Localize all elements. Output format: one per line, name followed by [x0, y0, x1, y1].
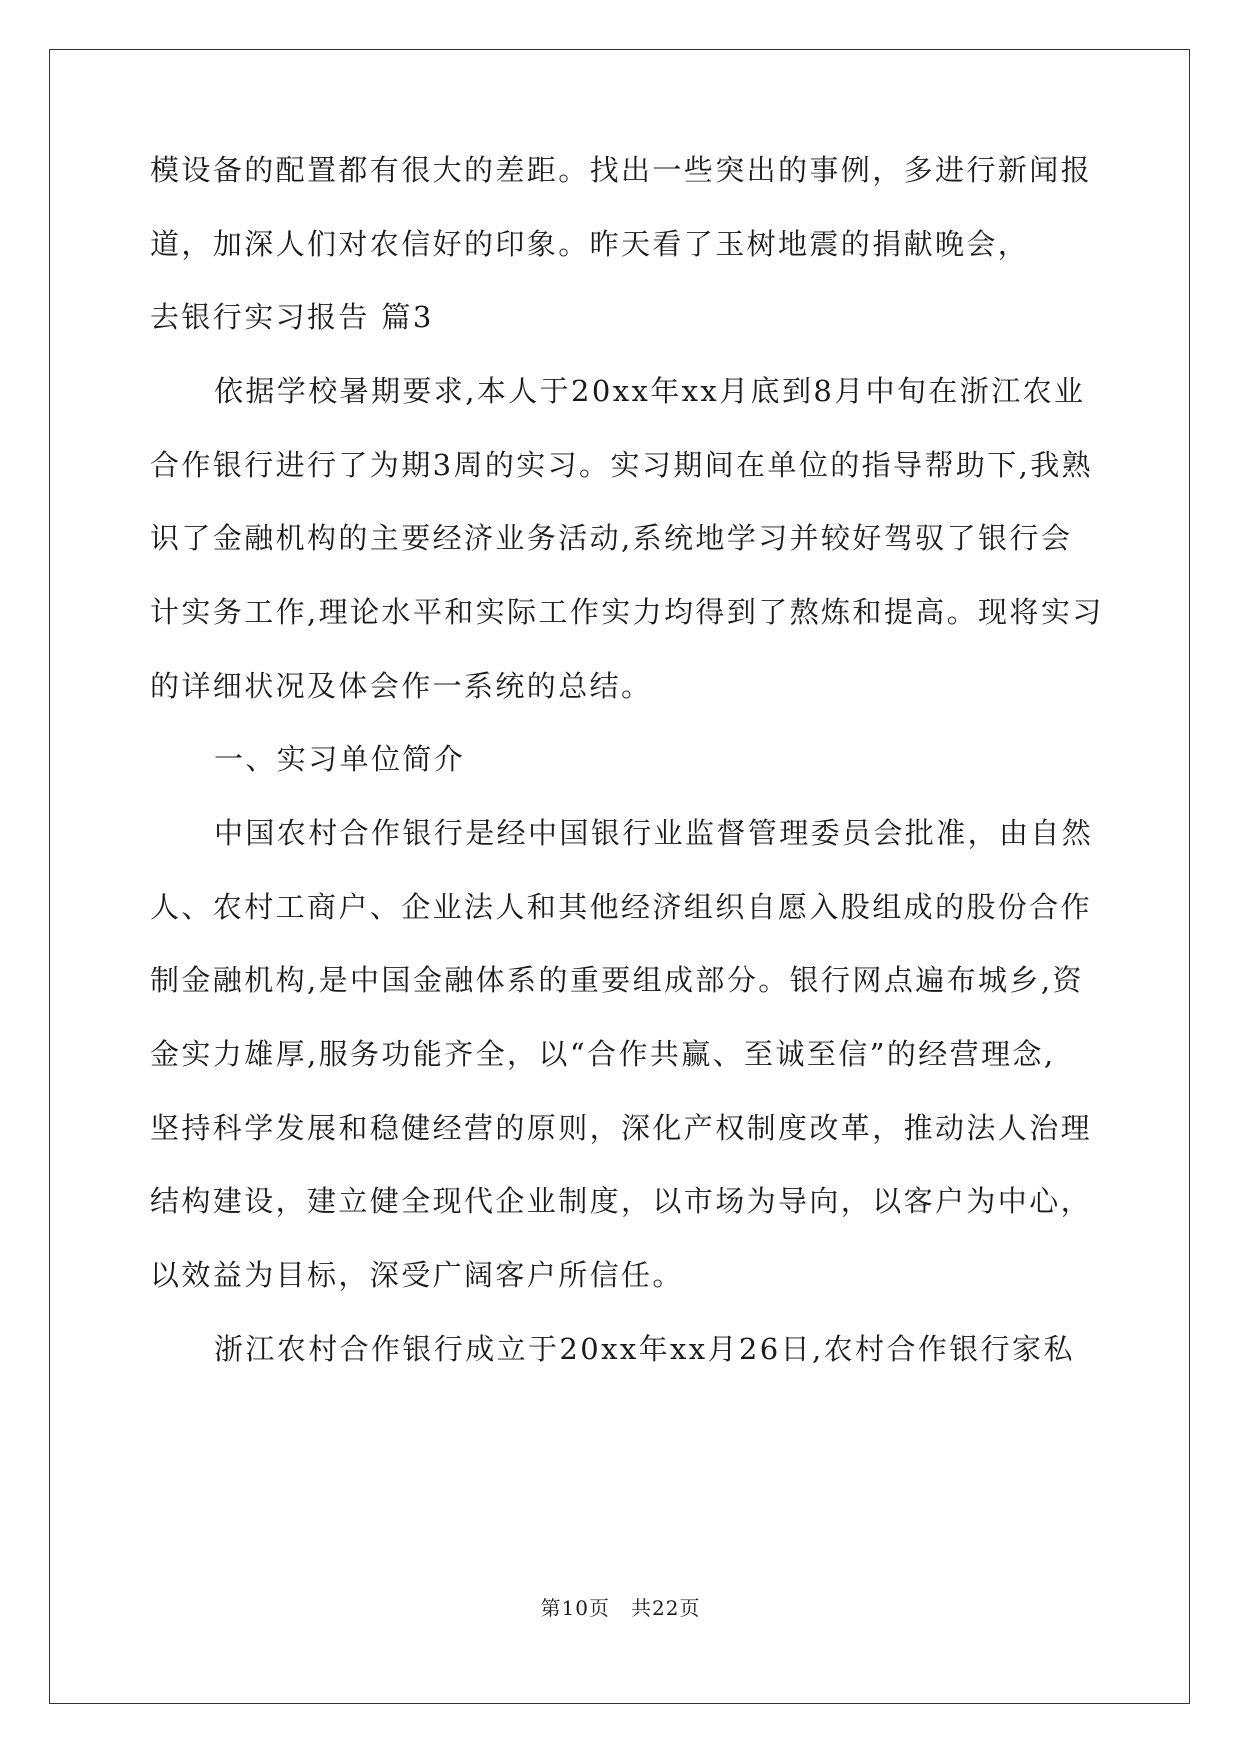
body-text-line: 合作银行进行了为期3周的实习。实习期间在单位的指导帮助下,我熟 — [150, 448, 1094, 482]
page-number-footer: 第10页 共22页 — [540, 1596, 701, 1620]
body-text-line: 以效益为目标，深受广阔客户所信任。 — [150, 1258, 684, 1292]
body-text-line: 人、农村工商户、企业法人和其他经济组织自愿入股组成的股份合作 — [150, 890, 1093, 924]
body-text-line: 道，加深人们对农信好的印象。昨天看了玉树地震的捐献晚会， — [150, 227, 1030, 261]
paragraph-start: 浙江农村合作银行成立于20xx年xx月26日,农村合作银行家私 — [214, 1332, 1075, 1366]
body-text-line: 的详细状况及体会作一系统的总结。 — [150, 669, 653, 703]
paragraph-start: 中国农村合作银行是经中国银行业监督管理委员会批准，由自然 — [214, 816, 1094, 850]
body-text-line: 坚持科学发展和稳健经营的原则，深化产权制度改革，推动法人治理 — [150, 1111, 1093, 1145]
paragraph-start: 依据学校暑期要求,本人于20xx年xx月底到8月中旬在浙江农业 — [214, 374, 1086, 408]
body-text-line: 结构建设，建立健全现代企业制度，以市场为导向，以客户为中心， — [150, 1184, 1093, 1218]
body-text-line: 制金融机构,是中国金融体系的重要组成部分。银行网点遍布城乡,资 — [150, 963, 1084, 997]
body-text-line: 计实务工作,理论水平和实际工作实力均得到了熬炼和提高。现将实习 — [150, 595, 1104, 629]
body-text-line: 识了金融机构的主要经济业务活动,系统地学习并较好驾驭了银行会 — [150, 521, 1073, 555]
section-heading: 去银行实习报告 篇3 — [150, 300, 434, 334]
body-text-line: 金实力雄厚,服务功能齐全，以“合作共赢、至诚至信”的经营理念, — [150, 1037, 1056, 1071]
body-text-line: 模设备的配置都有很大的差距。找出一些突出的事例，多进行新闻报 — [150, 153, 1093, 187]
subsection-heading: 一、实习单位简介 — [214, 742, 466, 776]
